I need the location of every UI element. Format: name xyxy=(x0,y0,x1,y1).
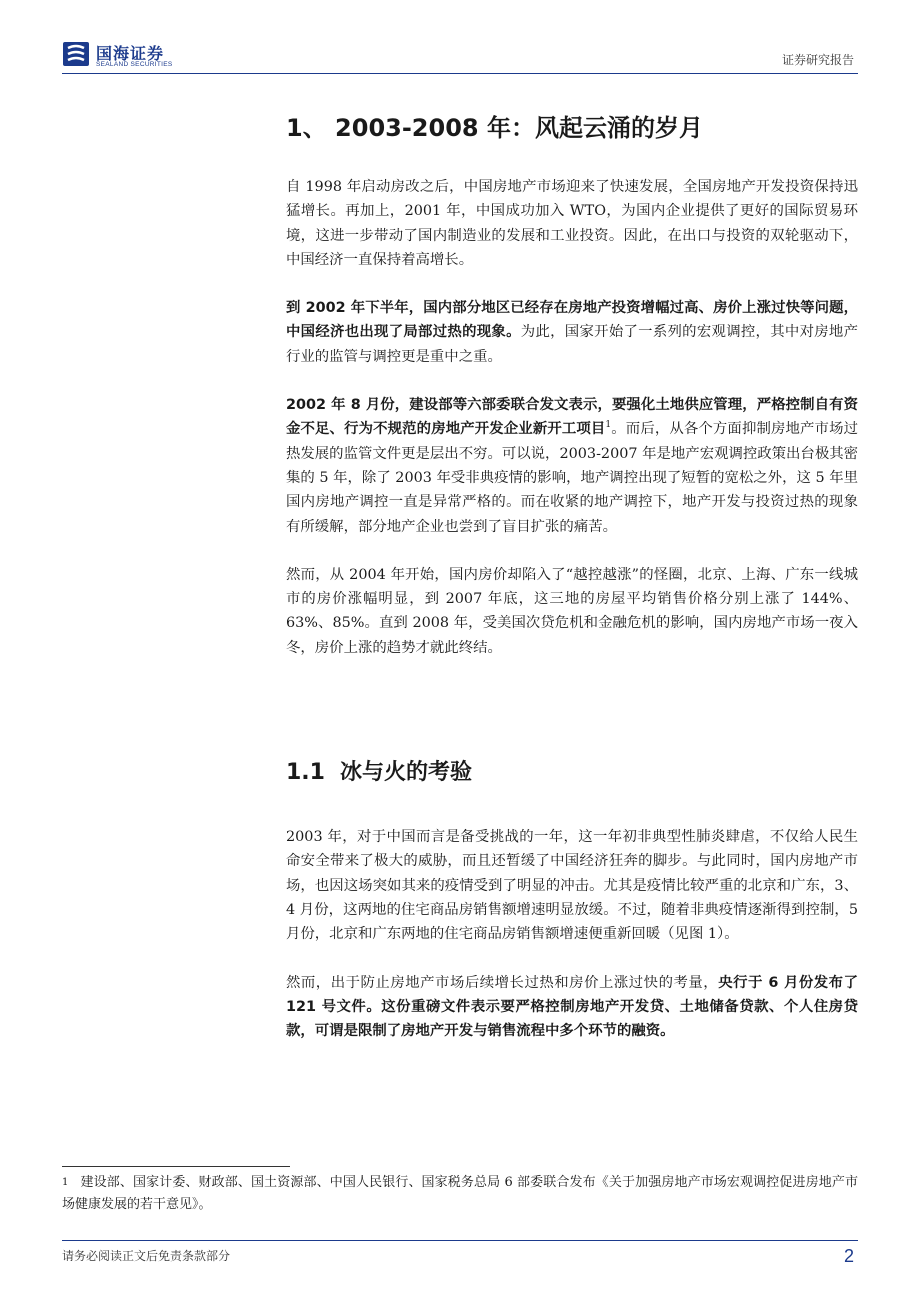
paragraph-2-text: 为此，国家开始了一系列的宏观调控，其中对房地产行业的监管与调控更是重中之重。 xyxy=(286,324,858,365)
section-1-paragraph-1: 自 1998 年启动房改之后，中国房地产市场迎来了快速发展，全国房地产开发投资保持迅猛增长。再加上，2001 年，中国成功加入 WTO，为国内企业提供了更好的国际贸易环境，这进一步带动了国内制造业的发展和工业投资。因此，在出口与投资的双轮驱动下，中国经济一直保持着高增长。 xyxy=(286,179,858,268)
footnote-divider xyxy=(62,1166,290,1167)
page-header xyxy=(0,0,920,80)
section-1-heading: 1、 2003-2008 年：风起云涌的岁月 xyxy=(286,114,703,142)
paragraph-3-bold-lead: 2002 年 8 月份，建设部等六部委联合发文表示，要强化土地供应管理，严格控制自有资金不足、行为不规范的房地产开发企业新开工项目 xyxy=(286,397,858,438)
footnote xyxy=(62,1172,858,1216)
section-1-1-paragraph-1: 2003 年，对于中国而言是备受挑战的一年，这一年初非典型性肺炎肆虐，不仅给人民生命安全带来了极大的威胁，而且还暂缓了中国经济狂奔的脚步。与此同时，国内房地产市场，也因这场突如其来的疫情受到了明显的冲击。尤其是疫情比较严重的北京和广东，3、4 月份，这两地的住宅商品房销售额增速明显放缓。不过，随着非典疫情逐渐得到控制，5 月份，北京和广东两地的住宅商品房销售额增速便重新回暖（见图 1）。 xyxy=(286,829,858,943)
footnote-text: 建设部、国家计委、财政部、国土资源部、中国人民银行、国家税务总局 6 部委联合发布《关于加强房地产市场宏观调控促进房地产市场健康发展的若干意见》。 xyxy=(62,1175,858,1212)
footnote-reference[interactable]: 1 xyxy=(605,420,612,431)
section-title: 冰与火的考验 xyxy=(340,760,473,786)
section-1-paragraph-4: 然而，从 2004 年开始，国内房价却陷入了“越控越涨”的怪圈，北京、上海、广东一线城市的房价涨幅明显，到 2007 年底，这三地的房屋平均销售价格分别上涨了 144%、63%、85%。直到 2008 年，受美国次贷危机和金融危机的影响，国内房地产市场一夜入冬，房价上涨的趋势才就此终结。 xyxy=(286,566,858,656)
main-content xyxy=(286,108,858,1043)
disclaimer-notice: 请务必阅读正文后免责条款部分 xyxy=(62,1249,231,1263)
section-number: 1.1 xyxy=(286,760,325,786)
paragraph-2-bold-lead: 到 2002 年下半年，国内部分地区已经存在房地产投资增幅过高、房价上涨过快等问题，中国经济也出现了局部过热的现象。 xyxy=(286,300,858,341)
footer-divider xyxy=(62,1240,858,1241)
report-type-label: 证券研究报告 xyxy=(781,53,854,67)
paragraph-3-text: 。而后，从各个方面抑制房地产市场过热发展的监管文件更是层出不穷。可以说，2003-2007 年是地产宏观调控政策出台极其密集的 5 年，除了 2003 年受非典疫情的影响，地产调控出现了短暂的宽松之外，这 5 年里国内房地产调控一直是异常严格的。而在收紧的地产调控下，地产开发与投资过热的现象有所缓解，部分地产企业也尝到了盲目扩张的痛苦。 xyxy=(286,421,858,535)
paragraph-bold-text: 央行于 6 月份发布了 121 号文件。这份重磅文件表示要严格控制房地产开发贷、土地储备贷款、个人住房贷款，可谓是限制了房地产开发与销售流程中多个环节的融资。 xyxy=(286,974,858,1040)
section-1-paragraph-3 xyxy=(286,393,858,539)
section-1-1-paragraph-2 xyxy=(286,971,858,1044)
footnote-mark: 1 xyxy=(62,1177,69,1188)
logo-english-name: SEALAND SECURITIES xyxy=(96,61,173,68)
paragraph-text: 然而，出于防止房地产市场后续增长过热和房价上涨过快的考量， xyxy=(286,974,719,991)
page-number: 2 xyxy=(843,1246,854,1266)
section-1-1-heading xyxy=(286,756,858,790)
header-divider xyxy=(62,73,858,74)
section-1-paragraph-2 xyxy=(286,296,858,369)
sealand-logo-icon xyxy=(62,40,90,68)
logo-chinese-name: 国海证券 xyxy=(96,44,165,63)
